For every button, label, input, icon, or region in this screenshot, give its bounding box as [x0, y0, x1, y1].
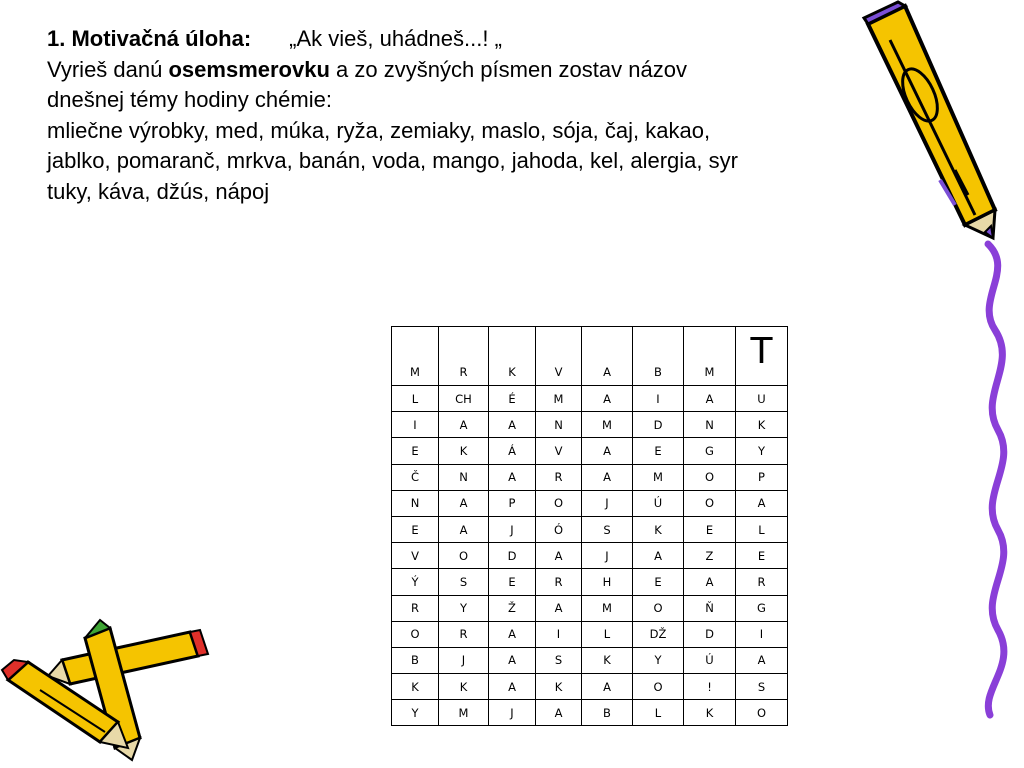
grid-cell: G [684, 438, 736, 464]
grid-cell: K [536, 674, 582, 700]
grid-cell: O [439, 543, 489, 569]
grid-cell: A [684, 386, 736, 412]
grid-cell: R [439, 327, 489, 386]
grid-cell: Ý [392, 569, 439, 595]
grid-cell: A [582, 464, 633, 490]
grid-cell: Y [392, 700, 439, 726]
grid-cell: CH [439, 386, 489, 412]
grid-row [392, 327, 788, 386]
grid-cell: A [489, 674, 536, 700]
grid-cell: Ž [489, 595, 536, 621]
grid-row [392, 647, 788, 673]
grid-cell: R [536, 464, 582, 490]
grid-cell: N [684, 412, 736, 438]
grid-cell: R [439, 621, 489, 647]
grid-cell: R [536, 569, 582, 595]
grid-cell: A [536, 700, 582, 726]
word-list-line-1: mliečne výrobky, med, múka, ryža, zemiaky, maslo, sója, čaj, kakao, [47, 117, 711, 143]
grid-cell: A [489, 621, 536, 647]
grid-cell: S [582, 516, 633, 542]
crossed-pencils-icon [2, 620, 208, 760]
grid-cell: Y [633, 647, 684, 673]
grid-cell: H [582, 569, 633, 595]
grid-cell: M [582, 412, 633, 438]
grid-cell: Ó [536, 516, 582, 542]
grid-cell: M [439, 700, 489, 726]
word-list-line-3: tuky, káva, džús, nápoj [47, 178, 270, 204]
grid-cell: A [489, 647, 536, 673]
grid-cell: A [736, 647, 788, 673]
grid-cell: A [489, 464, 536, 490]
task-header-line [47, 24, 947, 55]
grid-cell: D [684, 621, 736, 647]
grid-cell: O [536, 490, 582, 516]
grid-cell: O [633, 674, 684, 700]
grid-cell: A [536, 543, 582, 569]
grid-cell: P [736, 464, 788, 490]
grid-cell: N [439, 464, 489, 490]
grid-cell: A [582, 327, 633, 386]
grid-row [392, 595, 788, 621]
grid-cell: E [633, 569, 684, 595]
grid-cell: M [392, 327, 439, 386]
grid-cell: DŽ [633, 621, 684, 647]
grid-cell: O [684, 464, 736, 490]
grid-cell: K [439, 674, 489, 700]
word-search-grid [391, 326, 788, 726]
grid-cell: Y [736, 438, 788, 464]
grid-cell: E [736, 543, 788, 569]
task-title: 1. Motivačná úloha: [47, 26, 252, 51]
grid-cell: I [536, 621, 582, 647]
grid-cell: V [536, 327, 582, 386]
grid-cell: K [489, 327, 536, 386]
grid-row [392, 386, 788, 412]
grid-cell: Ň [684, 595, 736, 621]
grid-cell: M [684, 327, 736, 386]
grid-cell: J [439, 647, 489, 673]
grid-cell: R [392, 595, 439, 621]
grid-cell: O [392, 621, 439, 647]
grid-cell: A [582, 674, 633, 700]
grid-cell: S [536, 647, 582, 673]
grid-cell: E [392, 438, 439, 464]
task-motto: „Ak vieš, uhádneš...! „ [289, 26, 502, 51]
grid-row [392, 674, 788, 700]
grid-cell: Ú [684, 647, 736, 673]
grid-cell: A [736, 490, 788, 516]
grid-cell: K [582, 647, 633, 673]
grid-cell: D [489, 543, 536, 569]
grid-cell: A [489, 412, 536, 438]
grid-cell: E [392, 516, 439, 542]
grid-row [392, 621, 788, 647]
grid-cell: J [582, 490, 633, 516]
grid-cell: A [633, 543, 684, 569]
grid-cell: K [736, 412, 788, 438]
word-list-line-2: jablko, pomaranč, mrkva, banán, voda, mango, jahoda, kel, alergia, syr [47, 148, 738, 173]
grid-cell: K [439, 438, 489, 464]
grid-cell: L [392, 386, 439, 412]
grid-cell: J [489, 700, 536, 726]
grid-cell: B [392, 647, 439, 673]
instruction-text-start: Vyrieš danú [47, 56, 169, 82]
grid-cell: K [392, 674, 439, 700]
grid-cell: Z [684, 543, 736, 569]
grid-cell: E [489, 569, 536, 595]
grid-cell: K [684, 700, 736, 726]
grid-row [392, 412, 788, 438]
grid-cell: A [582, 438, 633, 464]
grid-cell: Č [392, 464, 439, 490]
grid-cell: M [582, 595, 633, 621]
grid-cell: O [736, 700, 788, 726]
grid-cell: I [736, 621, 788, 647]
grid-cell: L [736, 516, 788, 542]
grid-cell: N [536, 412, 582, 438]
grid-cell: J [489, 516, 536, 542]
grid-cell: A [439, 490, 489, 516]
grid-cell: I [633, 386, 684, 412]
grid-cell: V [392, 543, 439, 569]
grid-cell: O [684, 490, 736, 516]
grid-cell: S [736, 674, 788, 700]
grid-cell: B [633, 327, 684, 386]
grid-cell: T [736, 327, 788, 386]
grid-cell: S [439, 569, 489, 595]
grid-cell: A [582, 386, 633, 412]
grid-cell: J [582, 543, 633, 569]
wavy-line-decoration [988, 244, 1004, 715]
grid-cell: D [633, 412, 684, 438]
grid-cell: É [489, 386, 536, 412]
grid-cell: I [392, 412, 439, 438]
grid-cell: E [684, 516, 736, 542]
grid-cell: M [633, 464, 684, 490]
grid-cell: E [633, 438, 684, 464]
task-text [47, 24, 947, 207]
grid-cell: R [736, 569, 788, 595]
grid-cell: B [582, 700, 633, 726]
grid-cell: M [536, 386, 582, 412]
grid-row [392, 569, 788, 595]
grid-cell: P [489, 490, 536, 516]
grid-row [392, 464, 788, 490]
grid-cell: K [633, 516, 684, 542]
grid-cell: Á [489, 438, 536, 464]
instruction-text-end: a zo zvyšných písmen zostav názov [329, 56, 687, 82]
grid-row [392, 490, 788, 516]
task-instruction-line [47, 55, 947, 86]
grid-cell: U [736, 386, 788, 412]
grid-cell: Y [439, 595, 489, 621]
grid-cell: ! [684, 674, 736, 700]
grid-cell: A [439, 412, 489, 438]
grid-cell: Ú [633, 490, 684, 516]
grid-cell: A [684, 569, 736, 595]
grid-cell: L [633, 700, 684, 726]
grid-row [392, 438, 788, 464]
grid-row [392, 700, 788, 726]
grid-cell: A [439, 516, 489, 542]
grid-cell: O [633, 595, 684, 621]
grid-cell: N [392, 490, 439, 516]
grid-cell: G [736, 595, 788, 621]
grid-cell: L [582, 621, 633, 647]
instruction-continued: dnešnej témy hodiny chémie: [47, 87, 332, 112]
grid-row [392, 543, 788, 569]
grid-cell: A [536, 595, 582, 621]
grid-row [392, 516, 788, 542]
instruction-keyword: osemsmerovku [168, 56, 330, 82]
grid-cell: V [536, 438, 582, 464]
